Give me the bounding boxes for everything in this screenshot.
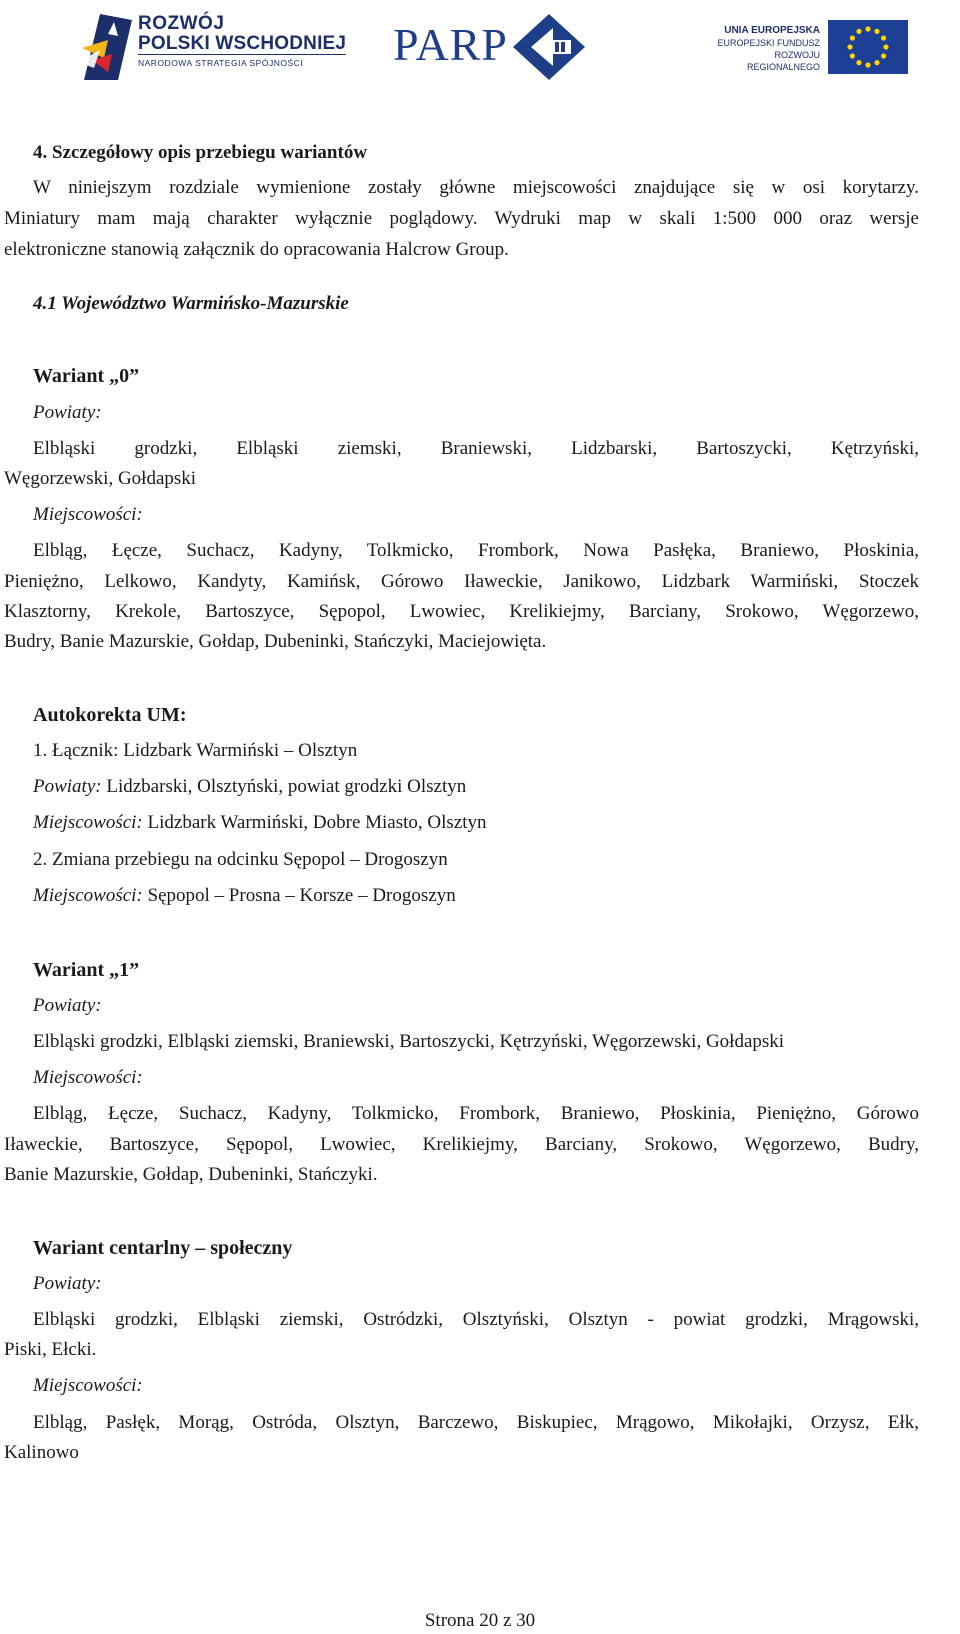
variant-1-miejscowosci-line-3: Banie Mazurskie, Gołdap, Dubeninki, Stańczyki. [4, 1164, 378, 1185]
variant-1-powiaty-line-1: Elbląski grodzki, Elbląski ziemski, Braniewski, Bartoszycki, Kętrzyński, Węgorzewski, Gołdapski [33, 1031, 785, 1052]
variant-0-powiaty-line-1: Elbląski grodzki, Elbląski ziemski, Braniewski, Lidzbarski, Bartoszycki, Kętrzyński, [33, 438, 919, 459]
rpw-title-line1: ROZWÓJ [138, 13, 225, 34]
variant-1-miejscowosci-label: Miejscowości: [33, 1067, 143, 1088]
rozwoj-polski-wschodniej-logo [78, 10, 348, 82]
variant-central-miejscowosci-label: Miejscowości: [33, 1375, 143, 1396]
eu-subtitle-line1: EUROPEJSKI FUNDUSZ [717, 38, 820, 48]
variant-0-powiaty-label: Powiaty: [33, 402, 102, 423]
variant-0-powiaty-line-2: Węgorzewski, Gołdapski [4, 468, 197, 489]
intro-line-1: W niniejszym rozdziale wymienione zostały główne miejscowości znajdujące się w osi korytarzy. [33, 177, 919, 198]
parp-wordmark: PARP [393, 19, 508, 70]
autokorekta-item-1-powiaty [33, 775, 466, 799]
rpw-subtitle: NARODOWA STRATEGIA SPÓJNOŚCI [138, 54, 346, 70]
variant-central-title: Wariant centarlny – społeczny [33, 1237, 293, 1259]
variant-1-powiaty-label: Powiaty: [33, 995, 102, 1016]
parp-arrow-icon [511, 12, 587, 82]
variant-1-miejscowosci-line-2: Iławeckie, Bartoszyce, Sępopol, Lwowiec, Krelikiejmy, Barciany, Srokowo, Węgorzewo, Budry, [4, 1134, 919, 1155]
variant-central-miejscowosci-line-2: Kalinowo [4, 1442, 79, 1463]
variant-1-title: Wariant „1” [33, 959, 140, 981]
intro-line-3: elektroniczne stanowią załącznik do opracowania Halcrow Group. [4, 239, 509, 260]
eu-flag-icon [828, 20, 908, 74]
autokorekta-item-2: 2. Zmiana przebiegu na odcinku Sępopol – Drogoszyn [33, 849, 448, 870]
autokorekta-item-1: 1. Łącznik: Lidzbark Warmiński – Olsztyn [33, 740, 358, 761]
unia-europejska-logo [700, 18, 910, 74]
autokorekta-item-1-miejscowosci-value: Lidzbark Warmiński, Dobre Miasto, Olsztyn [142, 812, 487, 833]
autokorekta-title: Autokorekta UM: [33, 704, 187, 726]
header-logos [0, 0, 960, 100]
rpw-emblem-icon [78, 10, 134, 82]
subsection-title: 4.1 Województwo Warmińsko-Mazurskie [33, 293, 349, 314]
page-number: Strona 20 z 30 [424, 1610, 536, 1631]
eu-title: UNIA EUROPEJSKA [724, 25, 820, 36]
variant-central-powiaty-line-1: Elbląski grodzki, Elbląski ziemski, Ostródzki, Olsztyński, Olsztyn - powiat grodzki, Mrągowski, [33, 1309, 919, 1330]
variant-0-miejscowosci-line-1: Elbląg, Łęcze, Suchacz, Kadyny, Tolkmicko, Frombork, Nowa Pasłęka, Braniewo, Płoskinia, [33, 540, 919, 561]
variant-central-miejscowosci-line-1: Elbląg, Pasłęk, Morąg, Ostróda, Olsztyn, Barczewo, Biskupiec, Mrągowo, Mikołajki, Orzysz, Ełk, [33, 1412, 919, 1433]
variant-0-miejscowosci-line-2: Pieniężno, Lelkowo, Kandyty, Kamińsk, Górowo Iławeckie, Janikowo, Lidzbark Warmiński, Stoczek [4, 571, 919, 592]
variant-0-miejscowosci-line-3: Klasztorny, Krekole, Bartoszyce, Sępopol, Lwowiec, Krelikiejmy, Barciany, Srokowo, Węgorzewo, [4, 601, 919, 622]
section-title: 4. Szczegółowy opis przebiegu wariantów [33, 142, 368, 163]
autokorekta-item-1-miejscowosci-label: Miejscowości: [33, 812, 143, 833]
autokorekta-item-1-miejscowosci [33, 811, 487, 835]
variant-central-powiaty-line-2: Piski, Ełcki. [4, 1339, 97, 1360]
autokorekta-item-2-miejscowosci-value: Sępopol – Prosna – Korsze – Drogoszyn [142, 885, 456, 906]
variant-0-title: Wariant „0” [33, 365, 140, 387]
variant-0-miejscowosci-line-4: Budry, Banie Mazurskie, Gołdap, Dubeninki, Stańczyki, Maciejowięta. [4, 631, 547, 652]
variant-1-miejscowosci-line-1: Elbląg, Łęcze, Suchacz, Kadyny, Tolkmicko, Frombork, Braniewo, Płoskinia, Pieniężno, Górowo [33, 1103, 919, 1124]
variant-central-powiaty-label: Powiaty: [33, 1273, 102, 1294]
parp-logo [393, 12, 603, 82]
intro-line-2: Miniatury mam mają charakter wyłącznie poglądowy. Wydruki map w skali 1:500 000 oraz wersje [4, 208, 919, 229]
autokorekta-item-1-powiaty-value: Lidzbarski, Olsztyński, powiat grodzki Olsztyn [101, 776, 467, 797]
autokorekta-item-2-miejscowosci [33, 884, 456, 908]
rpw-title-line2: POLSKI WSCHODNIEJ [138, 33, 347, 54]
autokorekta-item-1-powiaty-label: Powiaty: [33, 776, 102, 797]
autokorekta-item-2-miejscowosci-label: Miejscowości: [33, 885, 143, 906]
eu-subtitle-line2: ROZWOJU REGIONALNEGO [746, 50, 820, 72]
variant-0-miejscowosci-label: Miejscowości: [33, 504, 143, 525]
